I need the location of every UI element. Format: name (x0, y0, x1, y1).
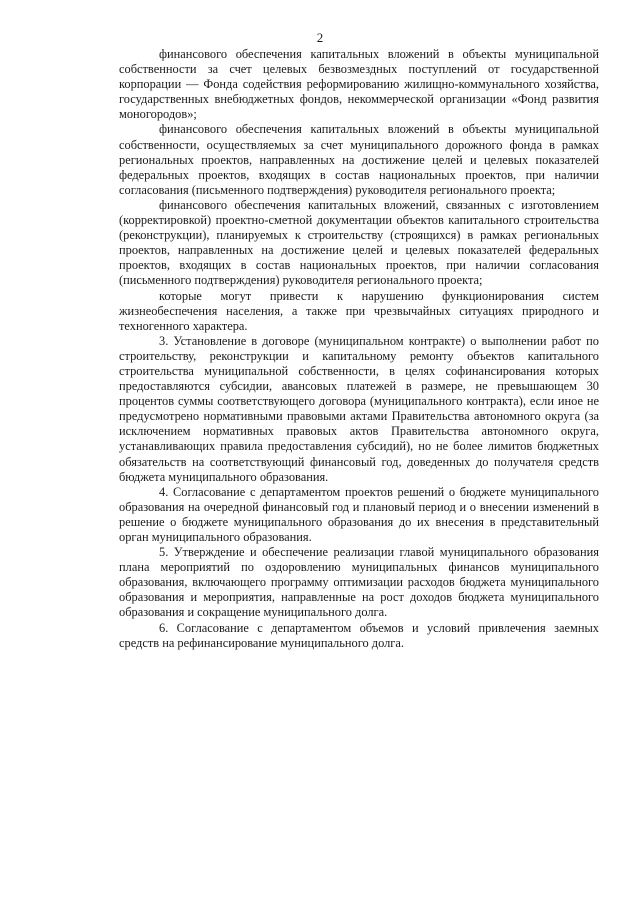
paragraph-item-3-advance-payments: 3. Установление в договоре (муниципальном контракте) о выполнении работ по строительству, реконструкции и капитальному ремонту объектов капитального строительства муниципальной собственности, в целях софинансирования которых предоставляются субсидии, авансовых платежей в размере, не превышающем 30 процентов суммы соответствующего договора (муниципального контракта), если иное не предусмотрено нормативными правовыми актами Правительства автономного округа (за исключением нормативных правовых актов Правительства автономного округа, устанавливающих правила предоставления субсидий), но не более лимитов бюджетных обязательств на соответствующий финансовый год, доведенных до получателя средств бюджета муниципального образования. (119, 333, 599, 484)
paragraph-financing-design-documentation: финансового обеспечения капитальных вложений, связанных с изготовлением (корректировкой) проектно-сметной документации объектов капитального строительства (реконструкции), планируемых к строительству (строящихся) в рамках региональных проектов, направленных на достижение целей и целевых показателей федеральных проектов, входящих в состав национальных проектов, при наличии согласования (письменного подтверждения) руководителя регионального проекта; (119, 197, 599, 288)
document-body (119, 47, 599, 651)
paragraph-financing-road-fund: финансового обеспечения капитальных вложений в объекты муниципальной собственности, осуществляемых за счет муниципального дорожного фонда в рамках региональных проектов, направленных на достижение целей и целевых показателей федеральных проектов, входящих в состав национальных проектов, при наличии согласования (письменного подтверждения) руководителя регионального проекта; (119, 122, 599, 197)
paragraph-item-5-recovery-plan: 5. Утверждение и обеспечение реализации главой муниципального образования плана мероприятий по оздоровлению муниципальных финансов муниципального образования, включающего программу оптимизации расходов бюджета муниципального образования и мероприятия, направленные на рост доходов бюджета муниципального образования и сокращение муниципального долга. (119, 545, 599, 620)
paragraph-item-6-borrowing: 6. Согласование с департаментом объемов и условий привлечения заемных средств на рефинансирование муниципального долга. (119, 620, 599, 650)
page-number: 2 (316, 30, 324, 45)
paragraph-life-support-systems: которые могут привести к нарушению функционирования систем жизнеобеспечения населения, а также при чрезвычайных ситуациях природного и техногенного характера. (119, 288, 599, 333)
paragraph-item-4-budget-approval: 4. Согласование с департаментом проектов решений о бюджете муниципального образования на очередной финансовый год и плановый период и о внесении изменений в решение о бюджете муниципального образования до их внесения в представительный орган муниципального образования. (119, 484, 599, 544)
paragraph-financing-reform-fund: финансового обеспечения капитальных вложений в объекты муниципальной собственности за счет целевых безвозмездных поступлений от государственной корпорации — Фонда содействия реформированию жилищно-коммунального хозяйства, государственных внебюджетных фондов, некоммерческой организации «Фонд развития моногородов»; (119, 47, 599, 122)
